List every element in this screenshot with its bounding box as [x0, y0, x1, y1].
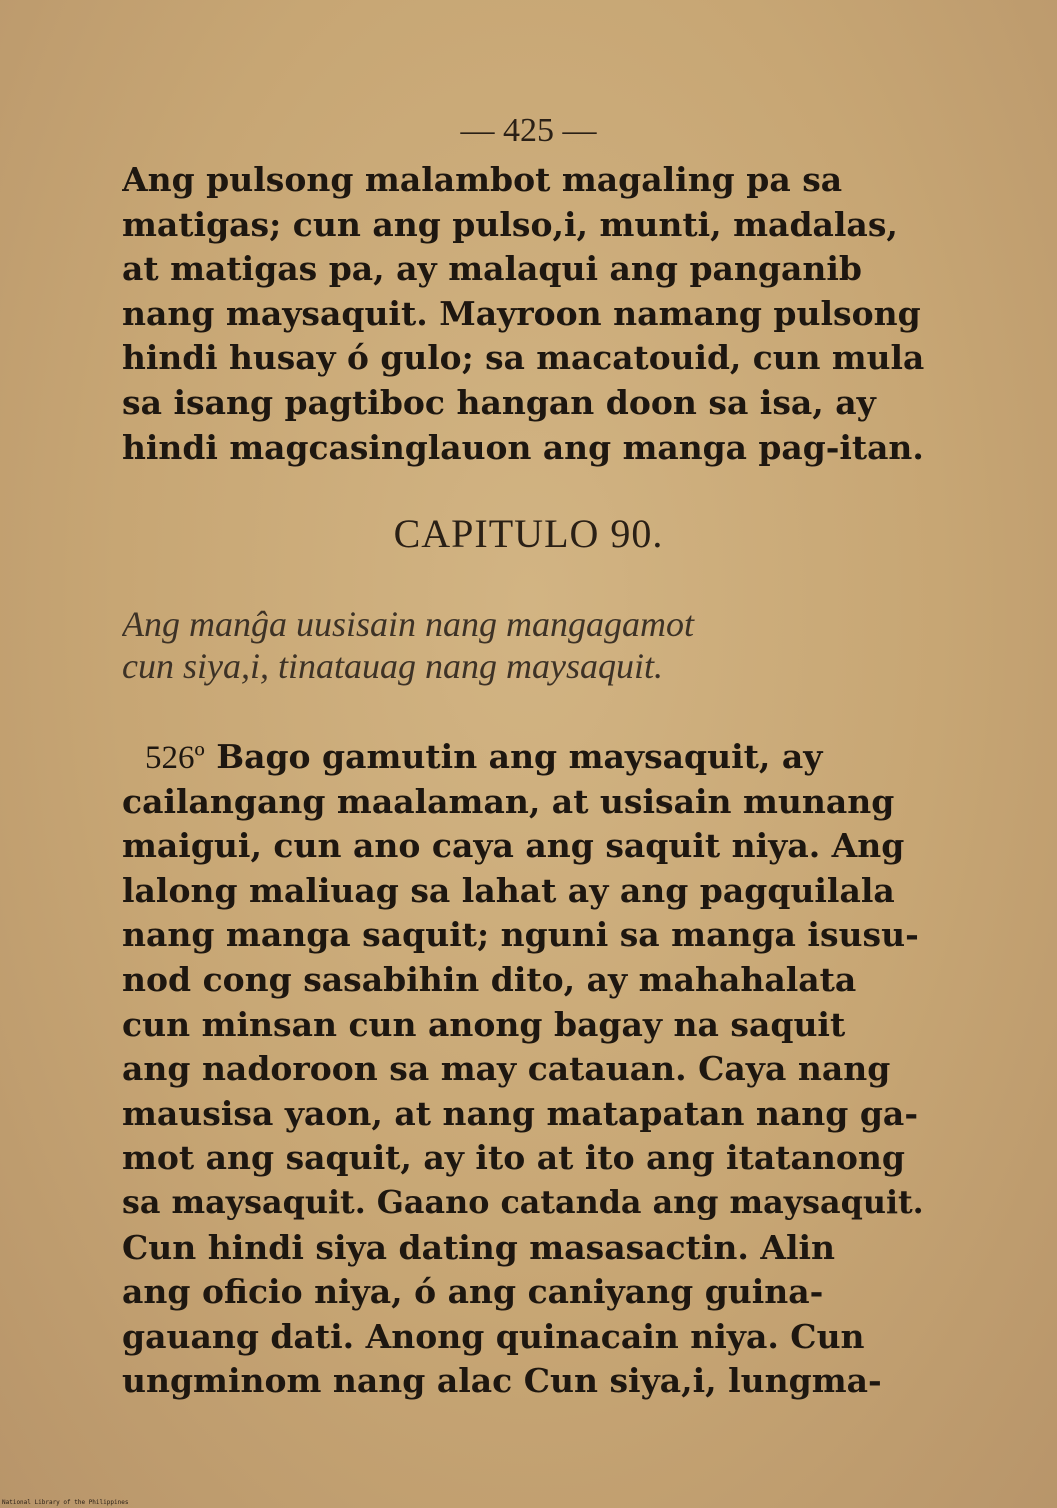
paragraph-526 — [122, 735, 924, 1404]
page-number: — 425 — — [460, 112, 597, 149]
text-line: cun minsan cun anong bagay na saquit — [122, 1004, 846, 1044]
chapter-subtitle — [122, 603, 924, 687]
text-line: Cun hindi siya dating masasactin. Alin — [122, 1227, 836, 1267]
subtitle-line: Ang manĝa uusisain nang mangagamot — [122, 604, 695, 644]
text-line: sa isang pagtiboc hangan doon sa isa, ay — [122, 382, 876, 422]
text-line: nang manga saquit; nguni sa manga isusu- — [122, 915, 919, 955]
text-line: mausisa yaon, at nang matapatan nang ga- — [122, 1093, 919, 1133]
text-line: gauang dati. Anong quinacain niya. Cun — [122, 1316, 865, 1356]
text-line: ang oficio niya, ó ang caniyang guina- — [122, 1272, 824, 1312]
text-line: nod cong sasabihin dito, ay mahahalata — [122, 959, 857, 999]
text-line: hindi magcasinglauon ang manga pag-itan. — [122, 427, 924, 467]
text-line-content: Bago gamutin ang maysaquit, ay — [204, 737, 823, 776]
text-line: nang maysaquit. Mayroon namang pulsong — [122, 293, 921, 333]
text-line: maigui, cun ano caya ang saquit niya. Ang — [122, 826, 905, 866]
paragraph-number: 526º — [144, 740, 205, 776]
text-line: Ang pulsong malambot magaling pa sa — [122, 160, 843, 199]
text-line: ungminom nang alac Cun siya,i, lungma- — [122, 1361, 882, 1401]
text-line: mot ang saquit, ay ito at ito ang itatanong — [122, 1138, 905, 1178]
text-line: hindi husay ó gulo; sa macatouid, cun mula — [122, 338, 924, 378]
text-line: at matigas pa, ay malaqui ang panganib — [122, 249, 862, 289]
subtitle-line: cun siya,i, tinatauag nang maysaquit. — [122, 646, 663, 686]
text-line: cailangang maalaman, at usisain munang — [122, 781, 895, 821]
library-credit: National Library of the Philippines — [2, 1499, 129, 1506]
text-line — [122, 735, 924, 780]
text-line: sa maysaquit. Gaano catanda ang maysaquit. — [122, 1183, 924, 1221]
text-line: matigas; cun ang pulso,i, munti, madalas, — [122, 204, 898, 244]
paragraph-top — [122, 158, 924, 470]
text-line: lalong maliuag sa lahat ay ang pagquilala — [122, 870, 895, 910]
chapter-heading: CAPITULO 90. — [393, 511, 664, 556]
text-line: ang nadoroon sa may catauan. Caya nang — [122, 1049, 891, 1089]
